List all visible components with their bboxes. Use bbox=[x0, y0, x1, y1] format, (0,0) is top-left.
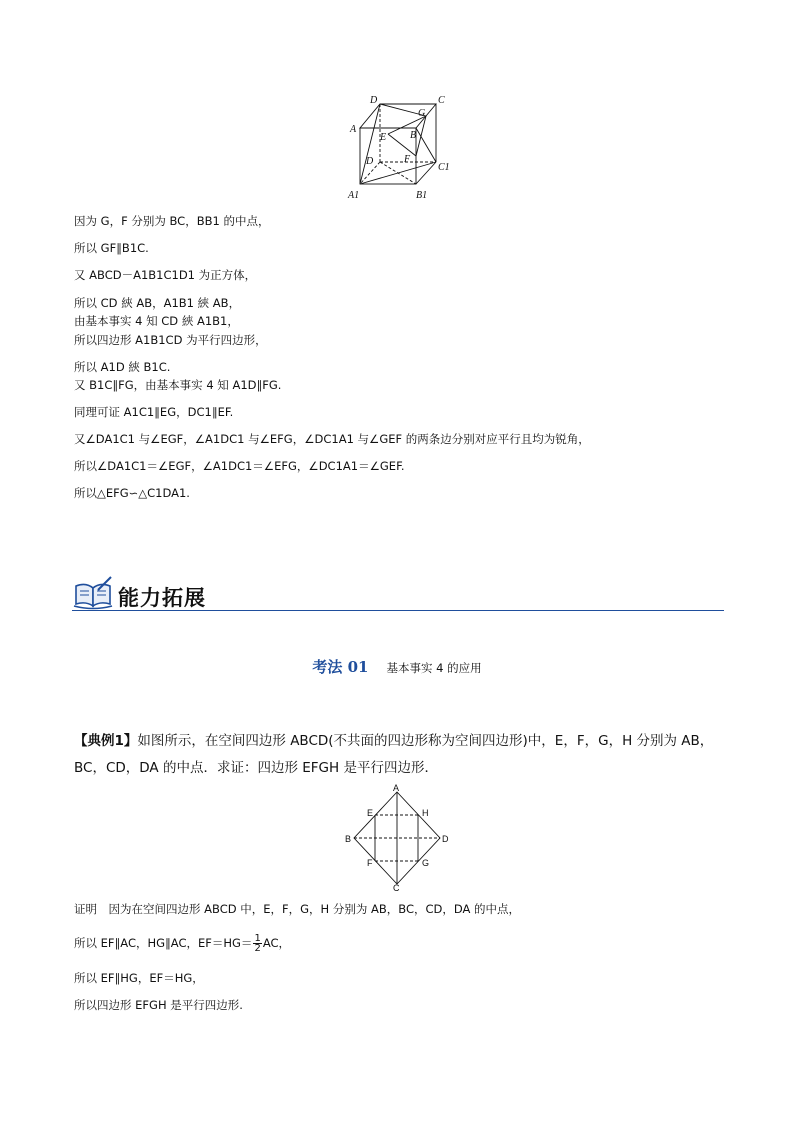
book-icon bbox=[72, 576, 116, 610]
section-heading bbox=[72, 574, 724, 614]
section-rule bbox=[72, 610, 724, 612]
proof-line-2-end: AC， bbox=[262, 936, 291, 950]
quadrilateral-figure bbox=[340, 784, 460, 892]
solution-line-8: 又 B1C∥FG，由基本事实 4 知 A1D∥FG. bbox=[74, 378, 282, 392]
section-title: 能力拓展 bbox=[118, 586, 206, 610]
cube-figure bbox=[340, 94, 460, 204]
cube-label-B: B bbox=[410, 130, 417, 141]
diamond-label-D: D bbox=[442, 834, 449, 844]
diamond-label-H: H bbox=[422, 808, 429, 818]
proof-line-1: 证明 因为在空间四边形 ABCD 中，E，F，G，H 分别为 AB，BC，CD，DA 的中点， bbox=[74, 902, 521, 916]
fraction-one-half bbox=[253, 934, 261, 953]
diamond-label-A: A bbox=[393, 784, 400, 793]
solution-line-6: 所以四边形 A1B1CD 为平行四边形， bbox=[74, 333, 267, 347]
solution-line-1: 因为 G，F 分别为 BC，BB1 的中点， bbox=[74, 214, 270, 228]
cube-label-B1: B1 bbox=[416, 190, 428, 201]
method-heading bbox=[0, 656, 794, 677]
cube-label-F: F bbox=[404, 154, 411, 165]
solution-line-10: 又∠DA1C1 与∠EGF，∠A1DC1 与∠EFG，∠DC1A1 与∠GEF 的两条边分别对应平行且均为锐角， bbox=[74, 432, 590, 446]
cube-label-E: E bbox=[380, 132, 387, 143]
example-problem bbox=[74, 728, 734, 782]
example-text-1: 如图所示，在空间四边形 ABCD(不共面的四边形称为空间四边形)中，E，F，G，H 分别为 AB， bbox=[137, 733, 714, 749]
example-text-2: BC，CD，DA 的中点．求证：四边形 EFGH 是平行四边形． bbox=[74, 760, 438, 776]
fraction-numerator: 1 bbox=[254, 933, 261, 944]
solution-line-5: 由基本事实 4 知 CD 綊 A1B1， bbox=[74, 314, 239, 328]
diamond-label-F: F bbox=[367, 858, 373, 868]
solution-line-11: 所以∠DA1C1＝∠EGF，∠A1DC1＝∠EFG，∠DC1A1＝∠GEF. bbox=[74, 459, 405, 473]
diamond-label-E: E bbox=[367, 808, 374, 818]
cube-label-D-top: D bbox=[370, 95, 378, 106]
method-title: 基本事实 4 的应用 bbox=[386, 661, 482, 675]
solution-line-3: 又 ABCD－A1B1C1D1 为正方体， bbox=[74, 268, 257, 282]
cube-label-C: C bbox=[438, 95, 445, 106]
method-code: 考法 01 bbox=[312, 658, 369, 676]
solution-line-2: 所以 GF∥B1C. bbox=[74, 241, 149, 255]
cube-label-A1: A1 bbox=[348, 190, 360, 201]
diamond-label-G: G bbox=[422, 858, 430, 868]
solution-line-4: 所以 CD 綊 AB，A1B1 綊 AB， bbox=[74, 296, 241, 310]
cube-label-G: G bbox=[418, 108, 426, 119]
cube-label-A: A bbox=[350, 124, 357, 135]
example-tag: 【典例1】 bbox=[74, 733, 138, 749]
solution-line-9: 同理可证 A1C1∥EG，DC1∥EF. bbox=[74, 405, 234, 419]
diamond-label-B: B bbox=[345, 834, 352, 844]
solution-line-12: 所以△EFG∽△C1DA1. bbox=[74, 486, 190, 500]
solution-line-7: 所以 A1D 綊 B1C. bbox=[74, 360, 171, 374]
proof-line-4: 所以四边形 EFGH 是平行四边形. bbox=[74, 998, 243, 1012]
proof-line-3: 所以 EF∥HG，EF＝HG， bbox=[74, 971, 204, 985]
cube-label-C1: C1 bbox=[438, 162, 450, 173]
diamond-label-C: C bbox=[393, 883, 400, 892]
fraction-denominator: 2 bbox=[254, 943, 261, 954]
cube-label-D1: D bbox=[366, 156, 374, 167]
proof-line-2-text: 所以 EF∥AC，HG∥AC，EF＝HG＝ bbox=[74, 936, 253, 950]
example-line-1 bbox=[74, 728, 734, 755]
proof-line-2 bbox=[74, 934, 290, 953]
